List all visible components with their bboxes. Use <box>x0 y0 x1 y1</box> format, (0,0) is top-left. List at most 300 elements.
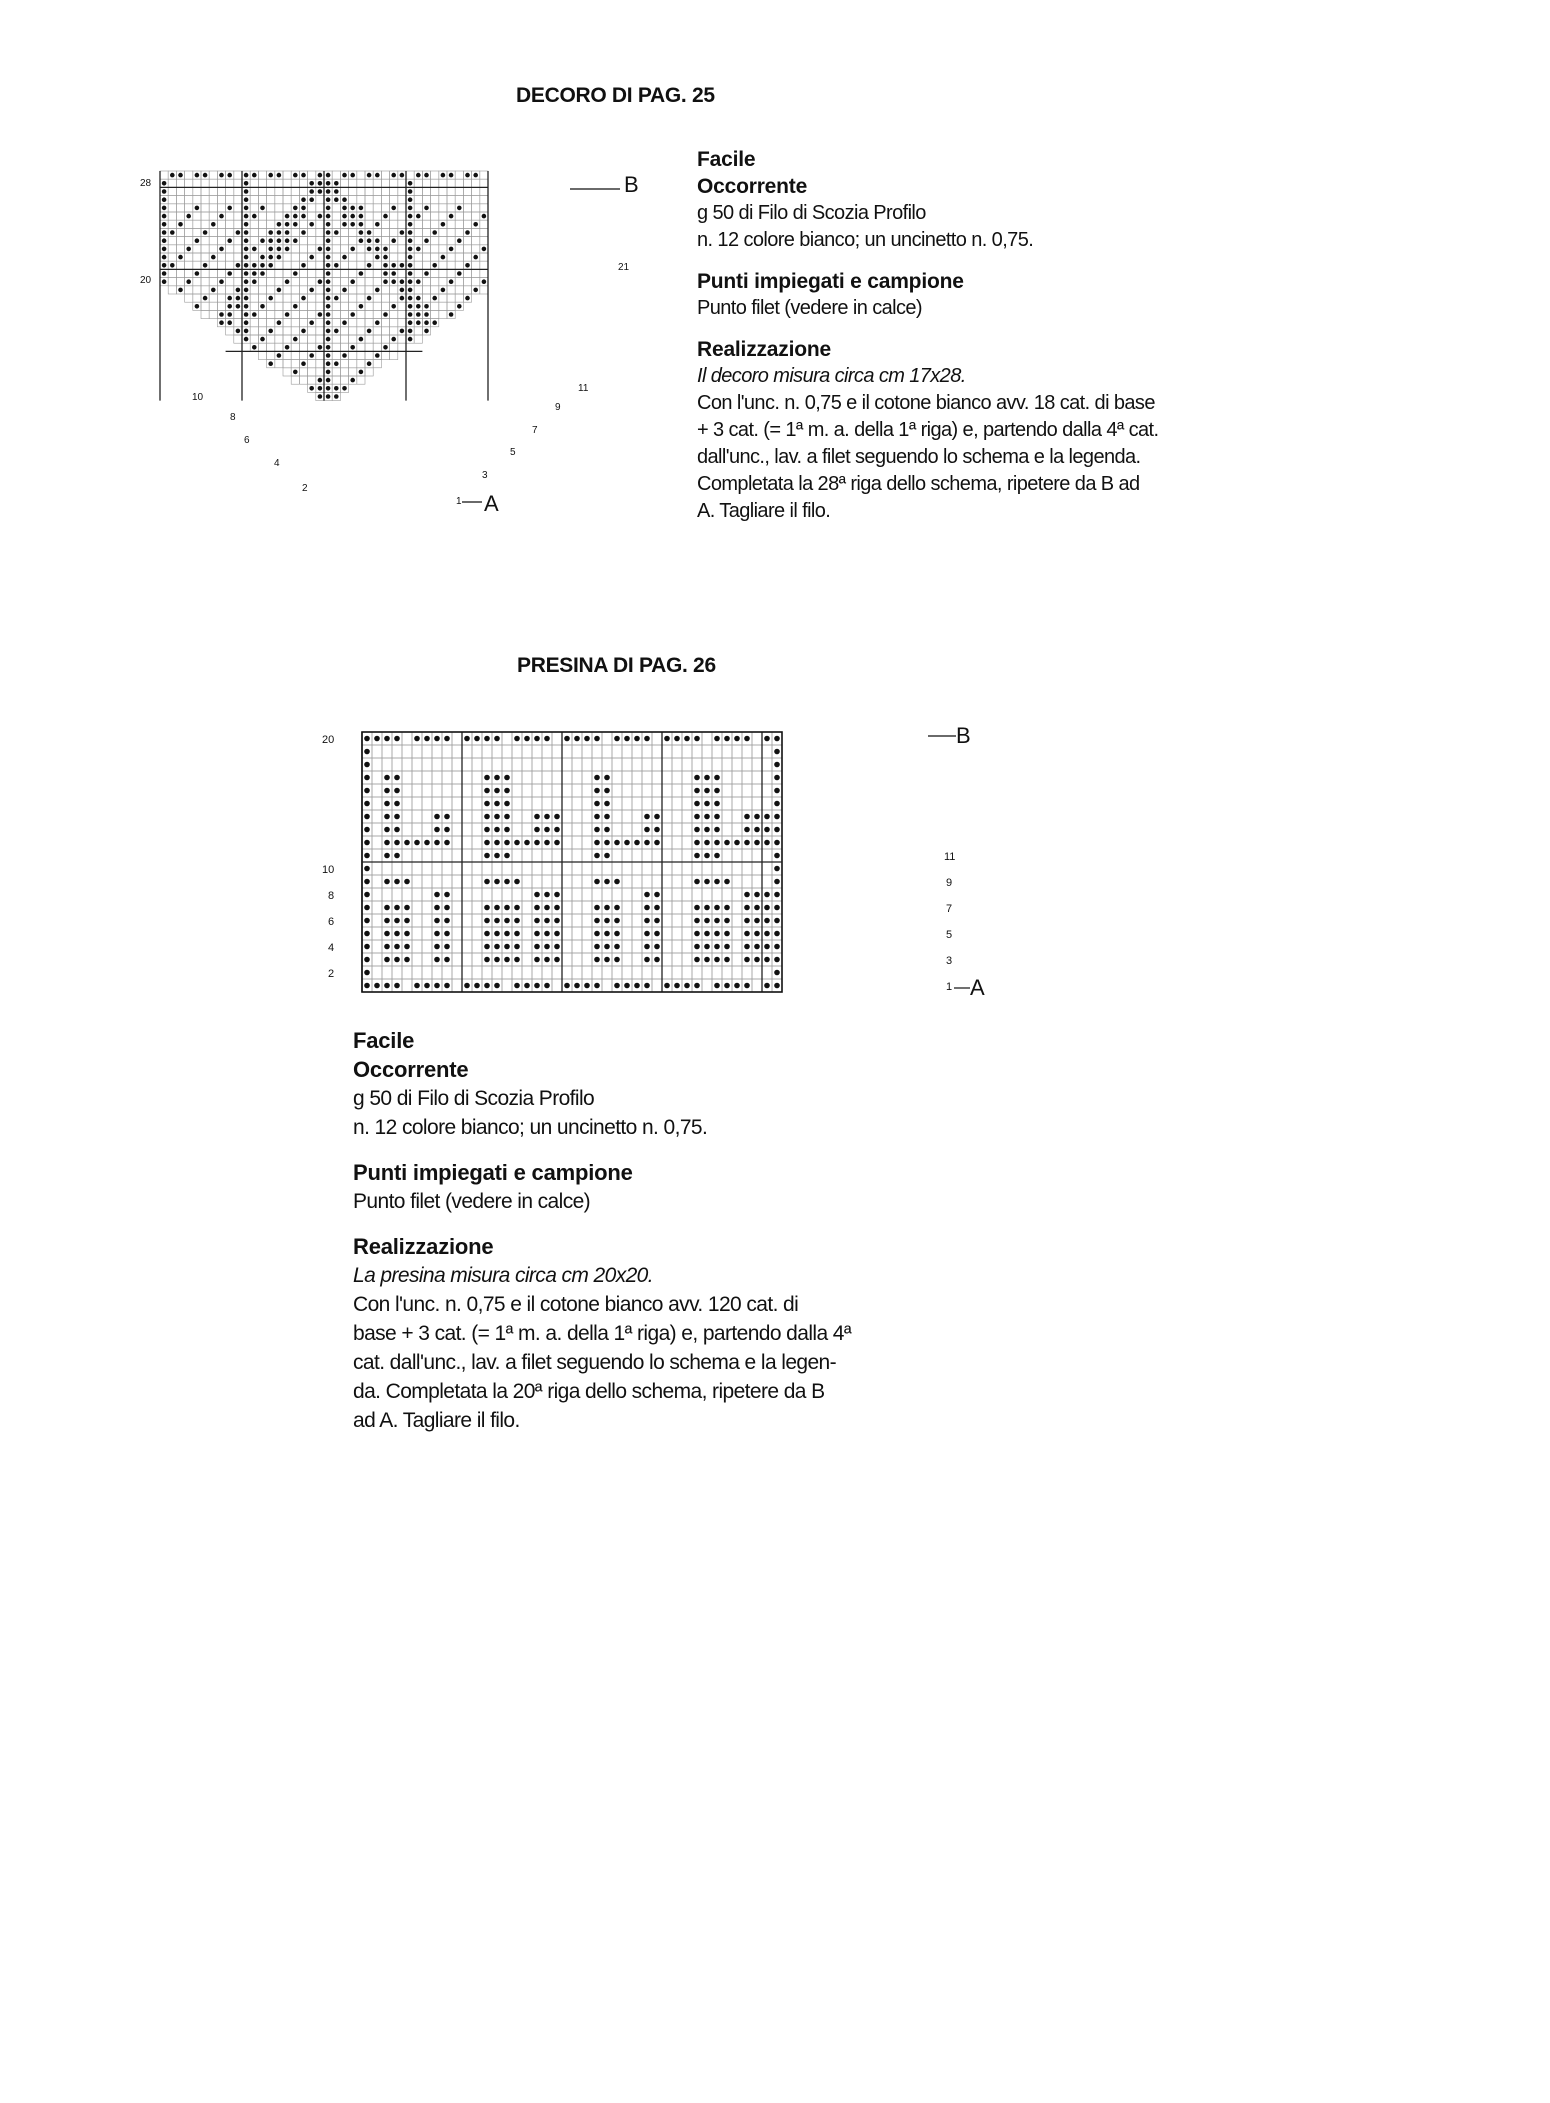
filled-cell-dot <box>416 173 421 178</box>
filled-cell-dot <box>484 983 490 989</box>
filled-cell-dot <box>704 801 710 807</box>
grid-cell <box>452 849 462 862</box>
filled-cell-dot <box>614 931 620 937</box>
grid-cell <box>168 220 176 228</box>
grid-cell <box>732 810 742 823</box>
filled-cell-dot <box>252 271 257 276</box>
filled-cell-dot <box>644 983 650 989</box>
filled-cell-dot <box>293 370 298 375</box>
filled-cell-dot <box>434 983 440 989</box>
filled-cell-dot <box>408 255 413 260</box>
grid-cell <box>299 269 307 277</box>
filled-cell-dot <box>774 866 780 872</box>
filled-cell-dot <box>309 320 314 325</box>
grid-cell <box>349 237 357 245</box>
grid-cell <box>642 862 652 875</box>
grid-cell <box>439 212 447 220</box>
filled-cell-dot <box>714 983 720 989</box>
filled-cell-dot <box>644 892 650 898</box>
grid-cell <box>226 220 234 228</box>
filled-cell-dot <box>252 279 257 284</box>
grid-cell <box>702 862 712 875</box>
grid-cell <box>382 888 392 901</box>
filled-cell-dot <box>244 222 249 227</box>
filled-cell-dot <box>260 271 265 276</box>
filled-cell-dot <box>244 230 249 235</box>
grid-cell <box>502 862 512 875</box>
grid-cell <box>226 245 234 253</box>
filled-cell-dot <box>227 173 232 178</box>
grid-cell <box>412 797 422 810</box>
grid-cell <box>412 823 422 836</box>
grid-cell <box>332 310 340 318</box>
grid-cell <box>542 875 552 888</box>
grid-cell <box>299 245 307 253</box>
grid-cell <box>185 261 193 269</box>
grid-cell <box>291 286 299 294</box>
filled-cell-dot <box>394 957 400 963</box>
grid-cell <box>201 237 209 245</box>
grid-cell <box>283 319 291 327</box>
grid-cell <box>373 187 381 195</box>
grid-cell <box>373 179 381 187</box>
filled-cell-dot <box>704 840 710 846</box>
grid-cell <box>452 940 462 953</box>
grid-cell <box>332 278 340 286</box>
filled-cell-dot <box>170 173 175 178</box>
grid-cell <box>522 875 532 888</box>
grid-cell <box>234 204 242 212</box>
filled-cell-dot <box>301 206 306 211</box>
filled-cell-dot <box>384 853 390 859</box>
grid-cell <box>452 966 462 979</box>
filled-cell-dot <box>293 222 298 227</box>
filled-cell-dot <box>394 918 400 924</box>
filled-cell-dot <box>244 304 249 309</box>
grid-cell <box>492 745 502 758</box>
grid-cell <box>692 966 702 979</box>
grid-cell <box>662 849 672 862</box>
grid-cell <box>382 862 392 875</box>
grid-cell <box>552 875 562 888</box>
grid-cell <box>682 823 692 836</box>
grid-cell <box>316 319 324 327</box>
grid-cell <box>340 245 348 253</box>
filled-cell-dot <box>694 788 700 794</box>
filled-cell-dot <box>244 173 249 178</box>
grid-cell <box>217 187 225 195</box>
filled-cell-dot <box>244 279 249 284</box>
grid-cell <box>283 269 291 277</box>
grid-cell <box>672 888 682 901</box>
filled-cell-dot <box>364 788 370 794</box>
grid-cell <box>662 901 672 914</box>
grid-cell <box>672 940 682 953</box>
filled-cell-dot <box>744 827 750 833</box>
grid-cell <box>463 278 471 286</box>
grid-cell <box>682 875 692 888</box>
filled-cell-dot <box>744 736 750 742</box>
grid-cell <box>168 245 176 253</box>
filled-cell-dot <box>704 775 710 781</box>
filled-cell-dot <box>644 736 650 742</box>
grid-cell <box>632 953 642 966</box>
grid-cell <box>712 745 722 758</box>
grid-cell <box>447 237 455 245</box>
grid-cell <box>472 875 482 888</box>
filled-cell-dot <box>252 312 257 317</box>
grid-cell <box>283 261 291 269</box>
grid-cell <box>463 179 471 187</box>
grid-cell <box>349 187 357 195</box>
grid-cell <box>357 245 365 253</box>
grid-cell <box>562 784 572 797</box>
grid-cell <box>612 797 622 810</box>
filled-cell-dot <box>694 905 700 911</box>
filled-cell-dot <box>714 775 720 781</box>
grid-cell <box>185 253 193 261</box>
filled-cell-dot <box>494 853 500 859</box>
grid-cell <box>332 171 340 179</box>
grid-cell <box>258 196 266 204</box>
grid-cell <box>552 732 562 745</box>
filled-cell-dot <box>268 361 273 366</box>
grid-cell <box>398 245 406 253</box>
grid-cell <box>226 327 234 335</box>
grid-cell <box>209 187 217 195</box>
filled-cell-dot <box>664 983 670 989</box>
grid-cell <box>422 953 432 966</box>
filled-cell-dot <box>301 214 306 219</box>
grid-cell <box>432 849 442 862</box>
grid-cell <box>372 784 382 797</box>
filled-cell-dot <box>465 173 470 178</box>
grid-cell <box>447 286 455 294</box>
filled-cell-dot <box>367 263 372 268</box>
grid-cell <box>522 888 532 901</box>
grid-cell <box>422 220 430 228</box>
filled-cell-dot <box>744 905 750 911</box>
grid-cell <box>482 745 492 758</box>
grid-cell <box>752 966 762 979</box>
filled-cell-dot <box>554 944 560 950</box>
grid-cell <box>742 862 752 875</box>
filled-cell-dot <box>714 944 720 950</box>
filled-cell-dot <box>484 879 490 885</box>
filled-cell-dot <box>474 736 480 742</box>
grid-cell <box>572 745 582 758</box>
grid-cell <box>267 286 275 294</box>
filled-cell-dot <box>186 247 191 252</box>
chart1-label-21: 21 <box>618 262 630 273</box>
filled-cell-dot <box>162 222 167 227</box>
filled-cell-dot <box>293 214 298 219</box>
filled-cell-dot <box>424 304 429 309</box>
grid-cell <box>357 360 365 368</box>
grid-cell <box>622 953 632 966</box>
filled-cell-dot <box>774 762 780 768</box>
filled-cell-dot <box>244 337 249 342</box>
grid-cell <box>552 771 562 784</box>
grid-cell <box>234 220 242 228</box>
filled-cell-dot <box>359 238 364 243</box>
grid-cell <box>291 294 299 302</box>
filled-cell-dot <box>301 197 306 202</box>
grid-cell <box>357 171 365 179</box>
grid-cell <box>332 269 340 277</box>
grid-cell <box>340 261 348 269</box>
filled-cell-dot <box>326 263 331 268</box>
grid-cell <box>414 220 422 228</box>
filled-cell-dot <box>504 918 510 924</box>
filled-cell-dot <box>227 312 232 317</box>
grid-cell <box>373 278 381 286</box>
grid-cell <box>422 875 432 888</box>
grid-cell <box>442 862 452 875</box>
filled-cell-dot <box>744 840 750 846</box>
grid-cell <box>472 245 480 253</box>
grid-cell <box>522 862 532 875</box>
grid-cell <box>390 228 398 236</box>
filled-cell-dot <box>754 814 760 820</box>
grid-cell <box>632 849 642 862</box>
grid-cell <box>532 875 542 888</box>
filled-cell-dot <box>326 394 331 399</box>
grid-cell <box>209 310 217 318</box>
grid-cell <box>398 204 406 212</box>
filled-cell-dot <box>544 957 550 963</box>
grid-cell <box>462 888 472 901</box>
grid-cell <box>612 823 622 836</box>
grid-cell <box>193 253 201 261</box>
grid-cell <box>542 849 552 862</box>
grid-cell <box>250 319 258 327</box>
grid-cell <box>398 220 406 228</box>
grid-cell <box>512 966 522 979</box>
grid-cell <box>447 204 455 212</box>
grid-cell <box>462 797 472 810</box>
grid-cell <box>462 901 472 914</box>
filled-cell-dot <box>260 238 265 243</box>
filled-cell-dot <box>694 736 700 742</box>
grid-cell <box>462 784 472 797</box>
filled-cell-dot <box>170 230 175 235</box>
grid-cell <box>390 351 398 359</box>
filled-cell-dot <box>404 931 410 937</box>
filled-cell-dot <box>326 255 331 260</box>
grid-cell <box>398 237 406 245</box>
grid-cell <box>472 953 482 966</box>
filled-cell-dot <box>424 329 429 334</box>
grid-cell <box>442 784 452 797</box>
grid-cell <box>308 376 316 384</box>
filled-cell-dot <box>504 879 510 885</box>
filled-cell-dot <box>277 288 282 293</box>
grid-cell <box>462 758 472 771</box>
filled-cell-dot <box>342 288 347 293</box>
grid-cell <box>176 228 184 236</box>
grid-cell <box>373 204 381 212</box>
grid-cell <box>365 302 373 310</box>
grid-cell <box>316 327 324 335</box>
filled-cell-dot <box>484 827 490 833</box>
grid-cell <box>308 360 316 368</box>
grid-cell <box>463 187 471 195</box>
grid-cell <box>308 310 316 318</box>
filled-cell-dot <box>704 918 710 924</box>
grid-cell <box>462 810 472 823</box>
grid-cell <box>372 875 382 888</box>
grid-cell <box>463 269 471 277</box>
filled-cell-dot <box>334 394 339 399</box>
grid-cell <box>373 196 381 204</box>
chart2-label-6: 6 <box>328 916 335 928</box>
grid-cell <box>381 319 389 327</box>
grid-cell <box>642 771 652 784</box>
grid-cell <box>447 196 455 204</box>
filled-cell-dot <box>449 312 454 317</box>
grid-cell <box>742 784 752 797</box>
grid-cell <box>432 797 442 810</box>
grid-cell <box>439 228 447 236</box>
grid-cell <box>592 745 602 758</box>
filled-cell-dot <box>342 255 347 260</box>
grid-cell <box>372 888 382 901</box>
grid-cell <box>185 187 193 195</box>
grid-cell <box>512 797 522 810</box>
grid-cell <box>332 245 340 253</box>
filled-cell-dot <box>394 775 400 781</box>
grid-cell <box>373 261 381 269</box>
grid-cell <box>532 758 542 771</box>
grid-cell <box>552 849 562 862</box>
filled-cell-dot <box>342 353 347 358</box>
grid-cell <box>316 261 324 269</box>
filled-cell-dot <box>301 361 306 366</box>
grid-cell <box>432 966 442 979</box>
grid-cell <box>447 302 455 310</box>
grid-cell <box>176 278 184 286</box>
filled-cell-dot <box>342 386 347 391</box>
grid-cell <box>522 953 532 966</box>
grid-cell <box>752 758 762 771</box>
grid-cell <box>226 179 234 187</box>
filled-cell-dot <box>162 230 167 235</box>
grid-cell <box>462 953 472 966</box>
chart2-label-20: 20 <box>322 734 335 746</box>
filled-cell-dot <box>514 944 520 950</box>
filled-cell-dot <box>244 296 249 301</box>
grid-cell <box>522 771 532 784</box>
filled-cell-dot <box>494 775 500 781</box>
grid-cell <box>452 745 462 758</box>
grid-cell <box>732 927 742 940</box>
grid-cell <box>472 966 482 979</box>
filled-cell-dot <box>504 840 510 846</box>
filled-cell-dot <box>400 173 405 178</box>
grid-cell <box>316 335 324 343</box>
filled-cell-dot <box>408 197 413 202</box>
filled-cell-dot <box>364 983 370 989</box>
grid-cell <box>381 171 389 179</box>
grid-cell <box>622 810 632 823</box>
grid-cell <box>431 245 439 253</box>
grid-cell <box>193 245 201 253</box>
grid-cell <box>452 836 462 849</box>
grid-cell <box>482 758 492 771</box>
filled-cell-dot <box>236 288 241 293</box>
filled-cell-dot <box>383 312 388 317</box>
filled-cell-dot <box>604 944 610 950</box>
filled-cell-dot <box>384 788 390 794</box>
grid-cell <box>193 261 201 269</box>
filled-cell-dot <box>211 222 216 227</box>
grid-cell <box>582 758 592 771</box>
filled-cell-dot <box>544 931 550 937</box>
filled-cell-dot <box>350 206 355 211</box>
grid-cell <box>762 875 772 888</box>
filled-cell-dot <box>285 345 290 350</box>
filled-cell-dot <box>391 279 396 284</box>
filled-cell-dot <box>384 983 390 989</box>
grid-cell <box>632 797 642 810</box>
filled-cell-dot <box>236 296 241 301</box>
grid-cell <box>365 187 373 195</box>
grid-cell <box>712 888 722 901</box>
filled-cell-dot <box>384 879 390 885</box>
grid-cell <box>463 196 471 204</box>
filled-cell-dot <box>359 206 364 211</box>
filled-cell-dot <box>704 931 710 937</box>
grid-cell <box>349 319 357 327</box>
filled-cell-dot <box>764 827 770 833</box>
grid-cell <box>712 862 722 875</box>
grid-cell <box>275 261 283 269</box>
grid-cell <box>381 179 389 187</box>
filled-cell-dot <box>614 905 620 911</box>
grid-cell <box>226 253 234 261</box>
filled-cell-dot <box>326 378 331 383</box>
filled-cell-dot <box>367 247 372 252</box>
grid-cell <box>431 302 439 310</box>
grid-cell <box>373 269 381 277</box>
grid-cell <box>632 875 642 888</box>
grid-cell <box>176 261 184 269</box>
grid-cell <box>332 335 340 343</box>
filled-cell-dot <box>644 931 650 937</box>
grid-cell <box>193 179 201 187</box>
grid-cell <box>422 294 430 302</box>
filled-cell-dot <box>444 814 450 820</box>
filled-cell-dot <box>326 296 331 301</box>
filled-cell-dot <box>178 288 183 293</box>
grid-cell <box>682 784 692 797</box>
grid-cell <box>532 862 542 875</box>
grid-cell <box>373 228 381 236</box>
filled-cell-dot <box>318 394 323 399</box>
section2-instr-line3: cat. dall'unc., lav. a filet seguendo lo schema e la legen- <box>353 1351 837 1374</box>
grid-cell <box>572 875 582 888</box>
grid-cell <box>217 269 225 277</box>
grid-cell <box>462 940 472 953</box>
grid-cell <box>452 810 462 823</box>
grid-cell <box>283 327 291 335</box>
grid-cell <box>365 310 373 318</box>
filled-cell-dot <box>408 288 413 293</box>
filled-cell-dot <box>604 931 610 937</box>
grid-cell <box>572 797 582 810</box>
filled-cell-dot <box>484 788 490 794</box>
